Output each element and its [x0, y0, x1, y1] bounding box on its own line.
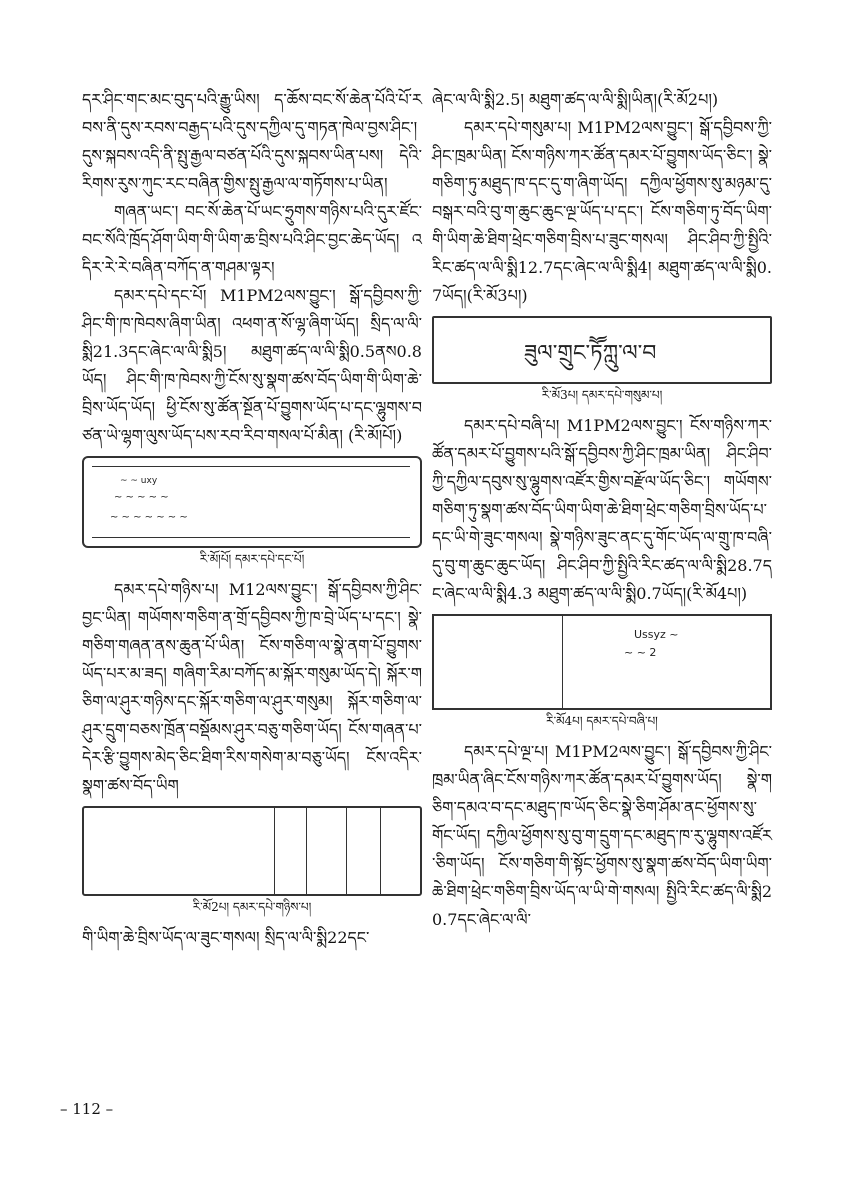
wood-grain-line	[306, 808, 307, 894]
handwritten-mark: ~ ~ ~ ~ ~	[114, 492, 169, 503]
figure-caption: རི་མོ།པོ། དམར་དཔེ་དང་པོ།	[199, 552, 305, 566]
paragraph: དམར་དཔེ་བཞི་པ། M1PM2ལས་བྱུང་། ངོས་གཉིས་ཀར་ཚོན་དམར་པོ་བྱུགས་པའི་སྒོ་དབྱིབས་ཀྱི་ཤིང་ཁྲམ་ཡིན། ཤིང་ཤིབ་ཀྱི་དཀྱིལ་དབུས་སུ་ལྷུགས་འཛོར་གྱིས་བརྫོལ་ཡོད་ཅིང་། གཡོགས་གཅིག་ཏུ་སྣག་ཚས་བོད་ཡིག་ཡིག་ཆེ་ཐིག་ཕྲེང་གཅིག་བྲིས་ཡོད་པ་དང་ཡི་གེ་ཟུང་གསལ། སྣེ་གཉིས་ཟུང་ནང་དུ་གོང་ཡོད་ལ་གྲུ་ཁ་བཞི་དུ་བུ་ག་ཆུང་ཆུང་ཡོད། ཤིང་ཤིབ་ཀྱི་སྤྱིའི་རིང་ཚད་ལ་ལི་སྨི28.7དང་ཞེང་ལ་ལི་སྨི4.3 མཐུག་ཚད་ལ་ལི་སྨི0.7ཡོད།(རི་མོ4པ།)	[432, 416, 772, 603]
paragraph: དམར་དཔེ་དང་པོ། M1PM2ལས་བྱུང་། སྒོ་དབྱིབས་ཀྱི་ཤིང་གི་ཁ་ཁེབས་ཞིག་ཡིན། འཕག་ན་སོ་ལྷ་ཞིག་ཡོད། སྲིད་ལ་ལི་སྨི21.3དང་ཞེང་ལ་ལི་སྨི5། མཐུག་ཚད་ལ་ལི་སྨི0.5ནས0.8ཡོད། ཤིང་གི་ཁ་ཁེབས་ཀྱི་ངོས་སུ་སྣག་ཚས་བོད་ཡིག་གི་ཡིག་ཆེ་བྲིས་ཡོད་ཡོད། ཕྱི་ངོས་སུ་ཚོན་སྔོན་པོ་བྱུགས་ཡོད་པ་དང་ལྷུགས་བཙན་ཡེ་ལྷག་ལུས་ཡོད་པས་རབ་རིབ་གསལ་པོ་མིན། (རི་མོ།པོ།)	[82, 286, 422, 445]
wood-grain-line	[346, 808, 347, 894]
paragraph: གི་ཡིག་ཆེ་བྲིས་ཡོད་ལ་ཟུང་གསལ། སྲིད་ལ་ལི་སྨི22དང་	[82, 928, 370, 947]
paragraph: དར་ཤིང་གང་མང་བུད་པའི་རྒྱུ་ཡིས། ད་ཆོས་བང་སོ་ཆེན་པོའི་པོ་རབས་ནི་དུས་རབས་བརྒྱད་པའི་དུས་དཀྱིལ་དུ་གཏན་ཁེལ་བྱས་ཤིང་། དུས་སྐབས་འདི་ནི་སྤུ་རྒྱལ་བཙན་པོའི་དུས་སྐབས་ཡིན་པས། དེའི་རིགས་རུས་ཀུང་རང་བཞིན་གྱིས་སྤུ་རྒྱལ་ལ་གཏོགས་པ་ཡིན།	[82, 90, 422, 193]
right-column	[432, 86, 772, 934]
left-column	[82, 86, 422, 952]
figure-3-drawing	[432, 316, 772, 384]
handwritten-mark: ~ ~ 2	[624, 646, 657, 659]
figure-caption: རི་མོ2པ། དམར་དཔེ་གཉིས་པ།	[192, 900, 312, 914]
wood-grain-line	[274, 808, 275, 894]
handwritten-mark: ~ ~ ~ ~ ~ ~ ~	[110, 512, 188, 523]
figure-1-drawing	[82, 456, 422, 548]
paragraph: དམར་དཔེ་ལྔ་པ། M1PM2ལས་བྱུང་། སྒོ་དབྱིབས་ཀྱི་ཤིང་ཁྲམ་ཡིན་ཞིང་ངོས་གཉིས་ཀར་ཚོན་དམར་པོ་བྱུགས་ཡོད། སྣེ་གཅིག་དམའ་བ་དང་མཐུད་ཁ་ཡོད་ཅིང་སྣེ་ཅིག་ཤོམ་ནང་ཕྱོགས་སུ་གོང་ཡོད། དཀྱིལ་ཕྱོགས་སུ་བུ་ག་དྲུག་དང་མཐུད་ཁ་རུ་ལྷུགས་འཛོར་ཅིག་ཡོད། ངོས་གཅིག་གི་སྟོང་ཕྱོགས་སུ་སྣག་ཚས་བོད་ཡིག་ཡིག་ཆེ་ཐིག་ཕྲེང་གཅིག་བྲིས་ཡོད་ལ་ཡི་གེ་གསལ། སྤྱིའི་རིང་ཚད་ལི་སྨི20.7དང་ཞེང་ལ་ལི་	[432, 742, 772, 929]
figure-4-drawing	[432, 614, 772, 710]
handwritten-script: ཟུལ་གྲུང་ཏཽཀླུ་ལ་བ	[524, 341, 657, 366]
paragraph: དམར་དཔེ་གསུམ་པ། M1PM2ལས་བྱུང་། སྒོ་དབྱིབས་ཀྱི་ཤིང་ཁྲམ་ཡིན། ངོས་གཉིས་ཀར་ཚོན་དམར་པོ་བྱུགས་ཡོད་ཅིང་། སྣེ་གཅིག་ཏུ་མཐུད་ཁ་དང་དུ་ག་ཞིག་ཡོད། དཀྱིལ་ཕྱོགས་སུ་མཉམ་དུ་བསྒར་བའི་བུ་ག་ཆུང་ཆུང་ལྔ་ཡོད་པ་དང་། ངོས་གཅིག་ཏུ་བོད་ཡིག་གི་ཡིག་ཆེ་ཐིག་ཕྲེང་གཅིག་བྲིས་པ་ཟུང་གསལ། ཤིང་ཤིབ་ཀྱི་སྤྱིའི་རིང་ཚད་ལ་ལི་སྨི12.7དང་ཞེང་ལ་ལི་སྨི4། མཐུག་ཚད་ལ་ལི་སྨི0.7ཡོད།(རི་མོ3པ།)	[432, 118, 772, 305]
handwritten-mark: Ussyz ~	[634, 628, 679, 641]
wood-grain-line	[380, 808, 381, 894]
paragraph: གཞན་ཡང་། བང་སོ་ཆེན་པོ་ཡང་ཧྲུགས་གཉིས་པའི་དུར་ཛོང་བང་སོའི་ཁྲོད་ཤོག་ཡིག་གི་ཡིག་ཆ་བྲིས་པའི་ཤིང་བྱང་ཆེད་ཡོད། འདིར་རེ་རེ་བཞིན་བཀོད་ན་གཤམ་ལྟར།	[82, 202, 422, 277]
figure-2-drawing	[82, 806, 422, 896]
paragraph: ཞེང་ལ་ལི་སྨི2.5། མཐུག་ཚད་ལ་ལི་སྨི།ཡིན།(རི་མོ2པ།)	[432, 90, 719, 109]
figure-caption: རི་མོ4པ། དམར་དཔེ་བཞི་པ།	[546, 714, 658, 728]
page-number: – 112 –	[60, 1100, 114, 1118]
paragraph: དམར་དཔེ་གཉིས་པ། M12ལས་བྱུང་། སྒོ་དབྱིབས་ཀྱི་ཤིང་བྱང་ཡིན། གཡོགས་གཅིག་ན་གྲོ་དབྱིབས་ཀྱི་ཁ་བྲེ་ཡོད་པ་དང་། སྣེ་གཅིག་གཞན་ནས་ཆུན་པོ་ཡིན། ངོས་གཅིག་ལ་སྣེ་ནག་པོ་བྱུགས་ཡོད་པར་མ་ཟད། གཞིག་རིམ་བཀོད་མ་སྐོར་གསུམ་ཡོད་དེ། སྐོར་གཅིག་ལ་ཤུར་གཉིས་དང་སྐོར་གཅིག་ལ་ཤུར་གསུམ། སྐོར་གཅིག་ལ་ཤུར་དྲུག་བཅས་ཁྲོན་བསྡོམས་ཤུར་བཅུ་གཅིག་ཡོད། ངོས་གཞན་པ་དེར་རྩི་བྱུགས་མེད་ཅིང་ཐིག་རིས་གསེག་མ་བཅུ་ཡོད། ངོས་འདིར་སྣག་ཚས་བོད་ཡིག	[82, 580, 422, 795]
handwritten-mark: ~ ~ uxy	[120, 476, 158, 486]
figure-caption: རི་མོ3པ། དམར་དཔེ་གསུམ་པ།	[541, 388, 663, 402]
figure-inner-border	[92, 466, 410, 467]
figure-inner-border	[92, 537, 410, 538]
divider-line	[562, 616, 563, 708]
